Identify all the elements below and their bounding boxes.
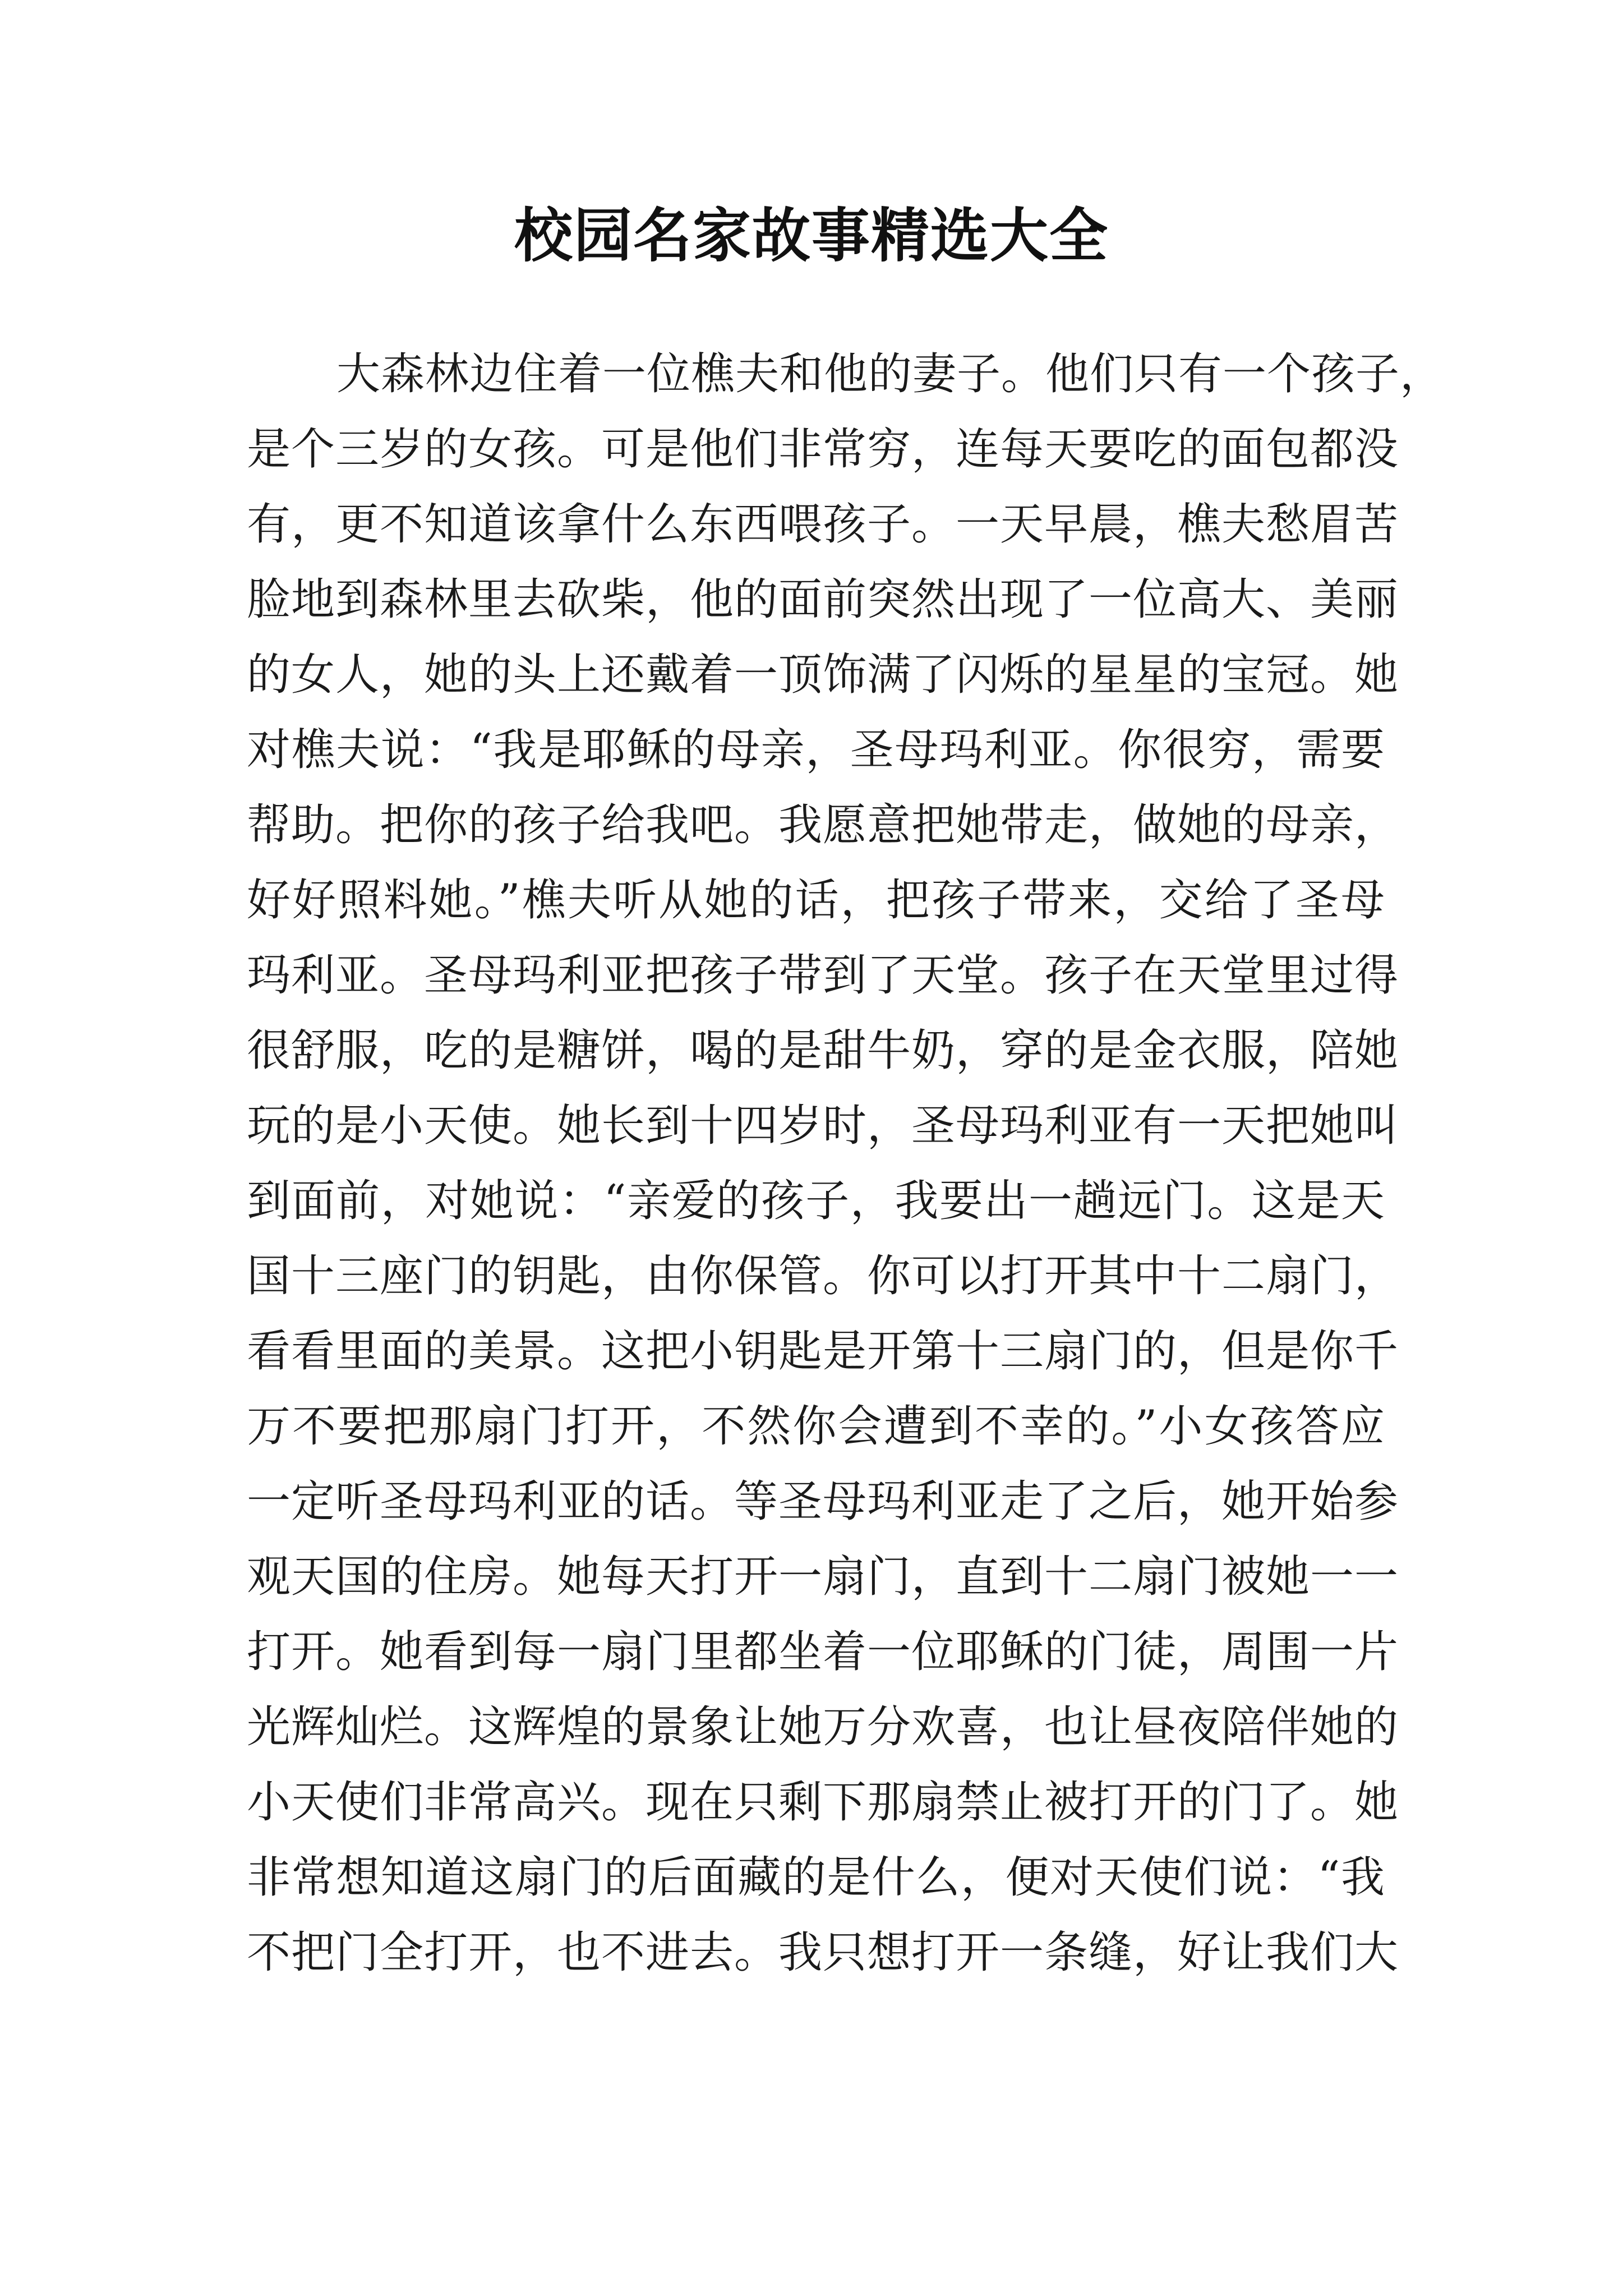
story-paragraph	[247, 337, 1445, 1990]
document-title: 校园名家故事精选大全	[514, 201, 1109, 270]
text-line: 的女人，她的头上还戴着一顶饰满了闪烁的星星的宝冠。她	[247, 650, 1399, 700]
text-line: 观天国的住房。她每天打开一扇门，直到十二扇门被她一一	[247, 1552, 1399, 1602]
text-line: 大森林边住着一位樵夫和他的妻子。他们只有一个孩子，	[336, 349, 1445, 399]
text-line: 光辉灿烂。这辉煌的景象让她万分欢喜，也让昼夜陪伴她的	[247, 1702, 1399, 1752]
text-line: 玩的是小天使。她长到十四岁时，圣母玛利亚有一天把她叫	[247, 1101, 1399, 1151]
text-line: 有，更不知道该拿什么东西喂孩子。一天早晨，樵夫愁眉苦	[247, 499, 1399, 550]
text-line: 万不要把那扇门打开，不然你会遭到不幸的。”小女孩答应	[247, 1401, 1385, 1452]
text-line: 小天使们非常高兴。现在只剩下那扇禁止被打开的门了。她	[247, 1777, 1399, 1828]
text-line: 玛利亚。圣母玛利亚把孩子带到了天堂。孩子在天堂里过得	[247, 950, 1399, 1001]
text-line: 对樵夫说：“我是耶稣的母亲，圣母玛利亚。你很穷，需要	[247, 725, 1385, 775]
text-line: 到面前，对她说：“亲爱的孩子，我要出一趟远门。这是天	[247, 1176, 1385, 1226]
text-line: 很舒服，吃的是糖饼，喝的是甜牛奶，穿的是金衣服，陪她	[247, 1025, 1399, 1076]
text-line: 不把门全打开，也不进去。我只想打开一条缝，好让我们大	[247, 1927, 1399, 1978]
text-line: 看看里面的美景。这把小钥匙是开第十三扇门的，但是你千	[247, 1326, 1399, 1377]
text-line: 非常想知道这扇门的后面藏的是什么，便对天使们说：“我	[247, 1852, 1385, 1903]
text-line: 国十三座门的钥匙，由你保管。你可以打开其中十二扇门，	[247, 1251, 1399, 1301]
text-line: 帮助。把你的孩子给我吧。我愿意把她带走，做她的母亲，	[247, 800, 1399, 850]
text-line: 打开。她看到每一扇门里都坐着一位耶稣的门徒，周围一片	[247, 1627, 1399, 1677]
text-line: 是个三岁的女孩。可是他们非常穷，连每天要吃的面包都没	[247, 424, 1399, 475]
text-line: 脸地到森林里去砍柴，他的面前突然出现了一位高大、美丽	[247, 574, 1399, 625]
text-line: 好好照料她。”樵夫听从她的话，把孩子带来，交给了圣母	[247, 875, 1385, 926]
text-line: 一定听圣母玛利亚的话。等圣母玛利亚走了之后，她开始参	[247, 1476, 1399, 1527]
